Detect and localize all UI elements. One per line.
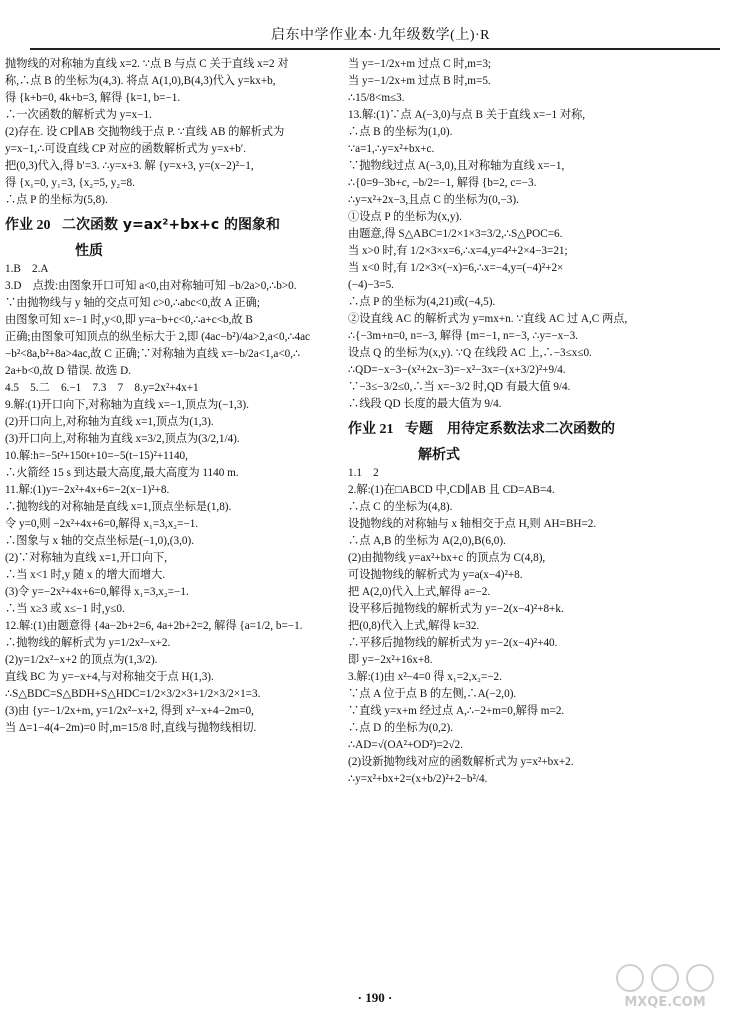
section-heading-21 xyxy=(348,418,736,441)
text-line: ∴一次函数的解析式为 y=x−1. xyxy=(5,109,152,121)
text-line: 1.B 2.A xyxy=(5,263,49,275)
text-line: ∵直线 y=x+m 经过点 A,∴−2+m=0,解得 m=2. xyxy=(348,705,565,717)
text-line: ∵a=1,∴y=x²+bx+c. xyxy=(348,143,435,155)
answer-block xyxy=(5,56,340,209)
text-line: ∴火箭经 15 s 到达最大高度,最大高度为 1140 m. xyxy=(5,467,239,479)
text-line: ∴y=x²+2x−3,且点 C 的坐标为(0,−3). xyxy=(348,194,519,206)
text-line: 9.解:(1)开口向下,对称轴为直线 x=−1,顶点为(−1,3). xyxy=(5,399,249,411)
text-line: (2)存在. 设 CP∥AB 交抛物线于点 P. ∵直线 AB 的解析式为 xyxy=(5,126,285,138)
text-line: 设点 Q 的坐标为(x,y). ∵Q 在线段 AC 上,∴−3≤x≤0. xyxy=(348,347,592,359)
text-line: 10.解:h=−5t²+150t+10=−5(t−15)²+1140, xyxy=(5,450,188,462)
text-line: ①设点 P 的坐标为(x,y). xyxy=(348,211,462,223)
text-line: 得 {k+b=0, 4k+b=3, 解得 {k=1, b=−1. xyxy=(5,92,181,104)
text-line: 由图象可知 x=−1 时,y<0,即 y=a−b+c<0,∴a+c<b,故 B xyxy=(5,314,253,326)
text-line: ∴点 A,B 的坐标为 A(2,0),B(6,0). xyxy=(348,535,506,547)
text-line: 由题意,得 S△ABC=1/2×1×3=3/2,∴S△POC=6. xyxy=(348,228,563,240)
section-title-continued: 性质 xyxy=(75,243,103,259)
text-line: 把(0,3)代入,得 b′=3. ∴y=x+3. 解 {y=x+3, y=(x−2)²−1, xyxy=(5,160,254,172)
text-line: 当 y=−1/2x+m 过点 C 时,m=3; xyxy=(348,58,492,70)
text-line: (2)∵对称轴为直线 x=1,开口向下, xyxy=(5,552,167,564)
watermark-text: MXQE.COM xyxy=(624,995,706,1010)
text-line: ∴抛物线的解析式为 y=1/2x²−x+2. xyxy=(5,637,171,649)
text-line: ∴点 C 的坐标为(4,8). xyxy=(348,501,453,513)
text-line: −b²<8a,b²+8a>4ac,故 C 正确;∵对称轴为直线 x=−b/2a<1,a<0,∴ xyxy=(5,348,301,360)
text-line: ∴抛物线的对称轴是直线 x=1,顶点坐标是(1,8). xyxy=(5,501,232,513)
answer-block xyxy=(348,56,736,413)
text-line: 设抛物线的对称轴与 x 轴相交于点 H,则 AH=BH=2. xyxy=(348,518,597,530)
text-line: ∴当 x<1 时,y 随 x 的增大而增大. xyxy=(5,569,166,581)
right-column xyxy=(348,56,736,788)
answer-block xyxy=(5,261,340,737)
text-line: 当 x>0 时,有 1/2×3×x=6,∴x=4,y=4²+2×4−3=21; xyxy=(348,245,568,257)
text-line: ∴平移后抛物线的解析式为 y=−2(x−4)²+40. xyxy=(348,637,558,649)
text-line: 2a+b<0,故 D 错误. 故选 D. xyxy=(5,365,132,377)
text-line: ②设直线 AC 的解析式为 y=mx+n. ∵直线 AC 过 A,C 两点, xyxy=(348,313,628,325)
text-line: (3)令 y=−2x²+4x+6=0,解得 x₁=3,x₂=−1. xyxy=(5,586,189,598)
section-number: 作业 20 xyxy=(5,218,51,233)
text-line: ∴S△BDC=S△BDH+S△HDC=1/2×3/2×3+1/2×3/2×1=3. xyxy=(5,688,261,700)
text-line: ∴{0=9−3b+c, −b/2=−1, 解得 {b=2, c=−3. xyxy=(348,177,537,189)
answer-block xyxy=(348,465,736,788)
text-line: ∵点 A 位于点 B 的左侧,∴A(−2,0). xyxy=(348,688,517,700)
text-line: 当 y=−1/2x+m 过点 B 时,m=5. xyxy=(348,75,491,87)
text-line: 2.解:(1)在□ABCD 中,CD∥AB 且 CD=AB=4. xyxy=(348,484,555,496)
text-line: 11.解:(1)y=−2x²+4x+6=−2(x−1)²+8. xyxy=(5,484,170,496)
text-line: ∵−3≤−3/2≤0,∴当 x=−3/2 时,QD 有最大值 9/4. xyxy=(348,381,571,393)
text-line: (3)由 {y=−1/2x+m, y=1/2x²−x+2, 得到 x²−x+4−2m=0, xyxy=(5,705,254,717)
text-line: 把 A(2,0)代入上式,解得 a=−2. xyxy=(348,586,491,598)
text-line: 正确;由图象可知顶点的纵坐标大于 2,即 (4ac−b²)/4a>2,a<0,∴4ac xyxy=(5,331,311,343)
text-line: (2)设新抛物线对应的函数解析式为 y=x²+bx+2. xyxy=(348,756,574,768)
text-line: ∵抛物线过点 A(−3,0),且对称轴为直线 x=−1, xyxy=(348,160,565,172)
section-title: 专题 用待定系数法求二次函数的 xyxy=(405,421,615,437)
page-number: · 190 · xyxy=(357,990,393,1005)
text-line: ∴点 B 的坐标为(1,0). xyxy=(348,126,453,138)
text-line: ∴当 x≥3 或 x≤−1 时,y≤0. xyxy=(5,603,125,615)
watermark-logo xyxy=(590,960,740,1010)
header-title: 启东中学作业本·九年级数学(上)·R xyxy=(271,28,490,43)
text-line: (2)y=1/2x²−x+2 的顶点为(1,3/2). xyxy=(5,654,158,666)
text-line: 当 x<0 时,有 1/2×3×(−x)=6,∴x=−4,y=(−4)²+2× xyxy=(348,262,564,274)
text-line: ∴15/8<m≤3. xyxy=(348,92,405,104)
text-line: 可设抛物线的解析式为 y=a(x−4)²+8. xyxy=(348,569,523,581)
text-line: 称,∴点 B 的坐标为(4,3). 将点 A(1,0),B(4,3)代入 y=kx+b, xyxy=(5,75,276,87)
text-line: 12.解:(1)由题意得 {4a−2b+2=6, 4a+2b+2=2, 解得 {a=1/2, b=−1. xyxy=(5,620,303,632)
text-line: ∴{−3m+n=0, n=−3, 解得 {m=−1, n=−3, ∴y=−x−3. xyxy=(348,330,578,342)
text-line: 3.解:(1)由 x²−4=0 得 x₁=2,x₂=−2. xyxy=(348,671,502,683)
text-line: ∵由抛物线与 y 轴的交点可知 c>0,∴abc<0,故 A 正确; xyxy=(5,297,260,309)
left-column xyxy=(5,56,340,737)
section-heading-20 xyxy=(5,214,340,237)
text-line: 设平移后抛物线的解析式为 y=−2(x−4)²+8+k. xyxy=(348,603,564,615)
section-number: 作业 21 xyxy=(348,422,394,437)
text-line: (2)由抛物线 y=ax²+bx+c 的顶点为 C(4,8), xyxy=(348,552,546,564)
text-line: ∴线段 QD 长度的最大值为 9/4. xyxy=(348,398,502,410)
text-line: 得 {x₁=0, y₁=3, {x₂=5, y₂=8. xyxy=(5,177,135,189)
section-title-continued: 解析式 xyxy=(418,447,460,463)
text-line: 当 Δ=1−4(4−2m)=0 时,m=15/8 时,直线与抛物线相切. xyxy=(5,722,257,734)
text-line: ∴点 P 的坐标为(5,8). xyxy=(5,194,108,206)
text-line: (3)开口向上,对称轴为直线 x=3/2,顶点为(3/2,1/4). xyxy=(5,433,240,445)
text-line: 4.5 5.二 6.−1 7.3 7 8.y=2x²+4x+1 xyxy=(5,382,199,394)
text-line: ∴y=x²+bx+2=(x+b/2)²+2−b²/4. xyxy=(348,773,488,785)
text-line: 抛物线的对称轴为直线 x=2. ∵点 B 与点 C 关于直线 x=2 对 xyxy=(5,58,289,70)
text-line: (−4)−3=5. xyxy=(348,279,394,291)
text-line: 即 y=−2x²+16x+8. xyxy=(348,654,433,666)
text-line: ∴点 P 的坐标为(4,21)或(−4,5). xyxy=(348,296,496,308)
text-line: ∴QD=−x−3−(x²+2x−3)=−x²−3x=−(x+3/2)²+9/4. xyxy=(348,364,566,376)
page-header xyxy=(30,22,720,50)
text-line: 令 y=0,则 −2x²+4x+6=0,解得 x₁=3,x₂=−1. xyxy=(5,518,199,530)
text-line: (2)开口向上,对称轴为直线 x=1,顶点为(1,3). xyxy=(5,416,214,428)
text-line: ∴AD=√(OA²+OD²)=2√2. xyxy=(348,739,463,751)
section-title: 二次函数 y=ax²+bx+c 的图象和 xyxy=(62,217,281,233)
text-line: 1.1 2 xyxy=(348,467,379,479)
text-line: 13.解:(1)∵点 A(−3,0)与点 B 关于直线 x=−1 对称, xyxy=(348,109,586,121)
text-line: 把(0,8)代入上式,解得 k=32. xyxy=(348,620,480,632)
text-line: ∴图象与 x 轴的交点坐标是(−1,0),(3,0). xyxy=(5,535,195,547)
text-line: ∴点 D 的坐标为(0,2). xyxy=(348,722,454,734)
text-line: 3.D 点拨:由图象开口可知 a<0,由对称轴可知 −b/2a>0,∴b>0. xyxy=(5,280,297,292)
text-line: y=x−1,∴可设直线 CP 对应的函数解析式为 y=x+b′. xyxy=(5,143,247,155)
text-line: 直线 BC 为 y=−x+4,与对称轴交于点 H(1,3). xyxy=(5,671,214,683)
